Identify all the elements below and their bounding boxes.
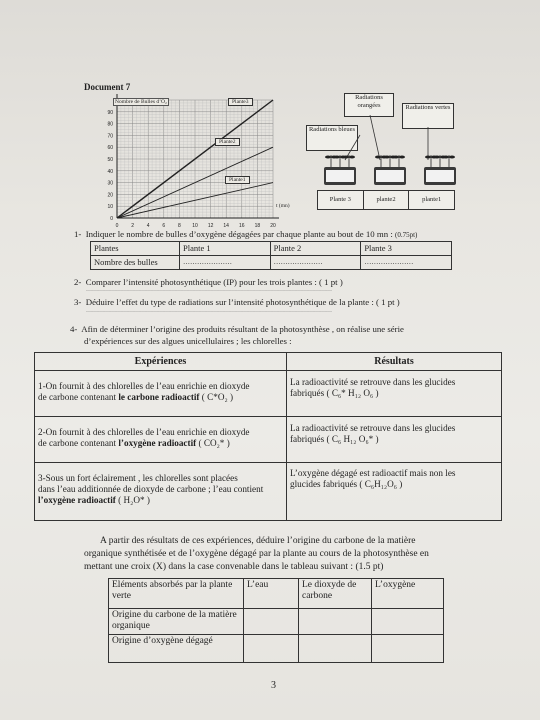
- y-tick-label: 40: [107, 168, 113, 175]
- exp-row-2: 2-On fournit à des chlorelles de l’eau enrichie en dioxyde de carbone contenant l’oxygène radioactif ( CO₂* ): [35, 417, 287, 463]
- head-resultats: Résultats: [287, 353, 502, 371]
- q4-text-1: 4- Afin de déterminer l’origine des produits résultant de la photosynthèse , on réalise une série: [70, 324, 404, 334]
- bubbles-chart: [95, 90, 285, 230]
- y-tick-label: 0: [110, 216, 113, 222]
- res-row-3: L’oxygène dégagé est radioactif mais non les glucides fabriqués ( C₆H₁₂O₆ ): [287, 463, 502, 521]
- q2-answer-line[interactable]: ……………………………………………………………………………………………………………: [86, 287, 332, 293]
- chart-xlabel: t (mn): [276, 203, 290, 209]
- q1-cell-2[interactable]: …………………: [270, 256, 361, 270]
- exp-row-3: 3-Sous un fort éclairement , les chlorelles sont placées dans l’eau additionnée de dioxyde de carbone ; l’eau contient l’oxygène radioactif ( H₂O* ): [35, 463, 287, 521]
- y-tick-label: 90: [107, 109, 113, 116]
- x-tick-label: 12: [207, 223, 214, 229]
- res-row-1: La radioactivité se retrouve dans les glucides fabriqués ( C₆* H₁₂ O₆ ): [287, 371, 502, 417]
- x-tick-label: 4: [146, 223, 150, 229]
- legend-plante1: Plante1: [225, 176, 250, 184]
- y-tick-label: 20: [107, 192, 113, 199]
- q1-head-plante1: Plante 1: [180, 242, 271, 256]
- legend-plante3: Plante3: [228, 98, 253, 106]
- q3-text: 3- Déduire l’effet du type de radiations sur l’intensité photosynthétique de la plante : ( 1 pt ): [74, 297, 400, 307]
- q1-cell-1[interactable]: …………………: [180, 256, 271, 270]
- cell-oxygene-eau[interactable]: [244, 635, 299, 663]
- q4-text-2: d’expériences sur des algues unicellulaires ; les chlorelles :: [84, 336, 292, 346]
- y-tick-label: 70: [107, 133, 113, 140]
- q1-table: [90, 241, 452, 270]
- x-tick-label: 8: [178, 223, 181, 229]
- x-tick-label: 16: [239, 223, 245, 229]
- cell-oxygene-oxygene[interactable]: [372, 635, 444, 663]
- x-tick-label: 20: [270, 223, 276, 229]
- q1-head-plante3: Plante 3: [361, 242, 452, 256]
- radiation-blue-box: Radiations bleues: [306, 125, 358, 151]
- origin-row-oxygene: Origine d’oxygène dégagé: [109, 635, 244, 663]
- origin-head-eau: L’eau: [244, 579, 299, 609]
- x-tick-label: 6: [162, 223, 166, 229]
- plant-label-3: Plante 3: [318, 191, 364, 209]
- light-arrows-and-pots: [310, 115, 470, 195]
- experiments-table: [34, 352, 502, 521]
- q4-para-1: A partir des résultats de ces expériences, déduire l’origine du carbone de la matière: [100, 536, 416, 546]
- q1-cell-3[interactable]: …………………: [361, 256, 452, 270]
- x-tick-label: 0: [115, 223, 119, 229]
- y-tick-label: 50: [107, 157, 113, 163]
- x-tick-label: 14: [223, 223, 229, 229]
- q4-para-3: mettant une croix (X) dans la case convenable dans le tableau suivant : (1.5 pt): [84, 562, 384, 572]
- origin-head-co2: Le dioxyde de carbone: [299, 579, 372, 609]
- x-tick-label: 10: [192, 223, 198, 229]
- radiation-orange-box: Radiations orangées: [344, 93, 394, 117]
- plants-label-row: [317, 190, 455, 210]
- q1-row-label: Nombre des bulles: [91, 256, 180, 270]
- origin-head-0: Eléments absorbés par la plante verte: [109, 579, 244, 609]
- res-row-2: La radioactivité se retrouve dans les glucides fabriqués ( C₆ H₁₂ O₆* ): [287, 417, 502, 463]
- q2-text: 2- Comparer l’intensité photosynthétique (IP) pour les trois plantes : ( 1 pt ): [74, 277, 343, 287]
- origin-row-carbone: Origine du carbone de la matière organique: [109, 609, 244, 635]
- y-tick-label: 80: [107, 121, 113, 128]
- q1-text: 1- Indiquer le nombre de bulles d’oxygène dégagées par chaque plante au bout de 10 mn : (0.75pt): [74, 229, 418, 239]
- document-label: Document 7: [84, 82, 131, 92]
- legend-plante2: Plante2: [215, 138, 240, 146]
- q1-head-plante2: Plante 2: [270, 242, 361, 256]
- exp-row-1: 1-On fournit à des chlorelles de l’eau enrichie en dioxyde de carbone contenant le carbone radioactif ( C*O₂ ): [35, 371, 287, 417]
- q4-para-2: organique synthétisée et de l’oxygène dégagé par la plante au cours de la photosynthèse en: [84, 549, 429, 559]
- cell-carbone-eau[interactable]: [244, 609, 299, 635]
- y-tick-label: 60: [107, 145, 113, 152]
- q3-answer-line[interactable]: ……………………………………………………………………………………………………………: [86, 308, 332, 314]
- y-tick-label: 10: [107, 204, 113, 211]
- head-experiences: Expériences: [35, 353, 287, 371]
- x-tick-label: 2: [131, 223, 134, 229]
- chart-ylabel: Nombre de Bulles d’O₂: [115, 99, 167, 105]
- origin-head-oxygene: L’oxygène: [372, 579, 444, 609]
- q1-head-plantes: Plantes: [91, 242, 180, 256]
- radiation-green-box: Radiations vertes: [402, 103, 454, 129]
- plant-label-1: plante1: [422, 196, 442, 203]
- cell-carbone-oxygene[interactable]: [372, 609, 444, 635]
- page-number: 3: [271, 680, 276, 691]
- y-tick-label: 30: [107, 180, 113, 187]
- cell-oxygene-co2[interactable]: [299, 635, 372, 663]
- plant-label-2: plante2: [364, 191, 410, 209]
- x-tick-label: 18: [254, 223, 261, 229]
- cell-carbone-co2[interactable]: [299, 609, 372, 635]
- origin-table: [108, 578, 444, 663]
